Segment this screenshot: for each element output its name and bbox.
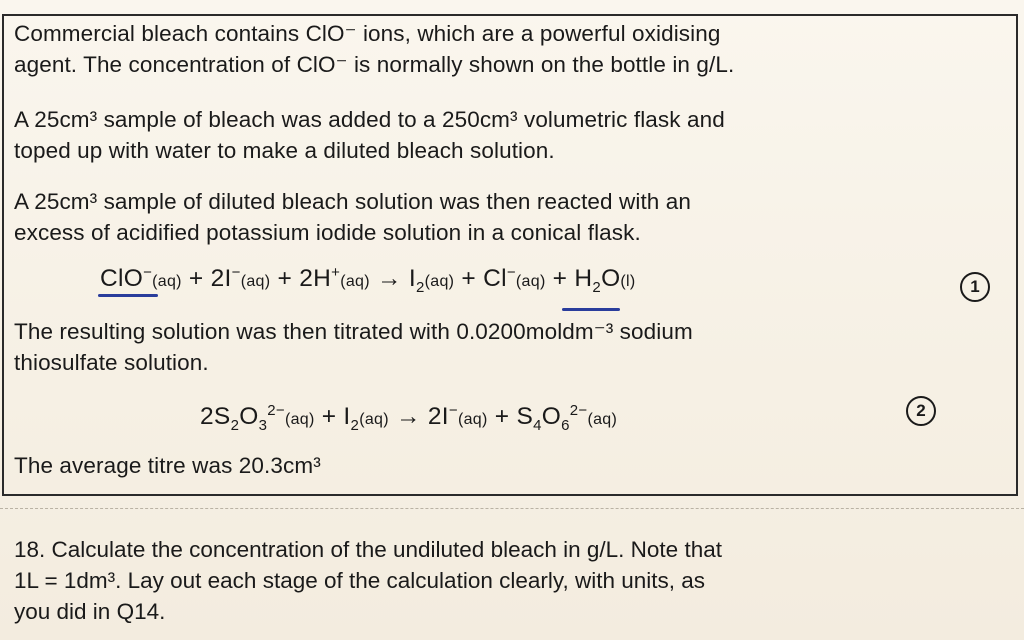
eq1-iodine-subscript: 2 [415,279,425,297]
eq1-iodide: + 2I [181,265,232,293]
eq2-iodine: + I [314,403,351,431]
eq1-hydrogen-charge: + [331,264,341,281]
eq1-chloride: + Cl [454,265,507,293]
eq2-tetrathionate-s-subscript: 4 [533,417,542,435]
question-18 [14,534,722,627]
equation-1 [100,264,636,296]
eq2-arrow: → [388,403,428,431]
eq2-thiosulfate-charge: 2− [267,402,285,419]
intro-line-1: Commercial bleach contains ClO⁻ ions, which are a powerful oxidising [14,21,721,46]
eq2-thiosulfate-oxygen: O [239,403,259,431]
eq1-chloride-state: (aq) [515,273,546,291]
equation-2 [200,402,617,434]
question-line-1: 18. Calculate the concentration of the undiluted bleach in g/L. Note that [14,537,722,562]
reaction-line-1: A 25cm³ sample of diluted bleach solution was then reacted with an [14,189,691,214]
eq1-clo-charge: − [143,264,153,281]
titration-paragraph [14,316,693,378]
eq2-iodine-state: (aq) [359,411,389,429]
question-line-2: 1L = 1dm³. Lay out each stage of the calculation clearly, with units, as [14,568,706,593]
dilution-paragraph [14,104,725,166]
eq1-water-subscript: 2 [592,279,602,297]
intro-paragraph [14,18,734,80]
titration-line-1: The resulting solution was then titrated with 0.0200moldm⁻³ sodium [14,319,693,344]
eq1-iodide-state: (aq) [240,273,271,291]
question-line-3: you did in Q14. [14,599,166,624]
eq2-thiosulfate: 2S [200,403,231,431]
eq2-thiosulfate-o-subscript: 3 [258,417,268,435]
eq1-clo-state: (aq) [152,273,182,291]
dilution-line-2: toped up with water to make a diluted bleach solution. [14,138,555,163]
titration-line-2: thiosulfate solution. [14,350,209,375]
eq2-tetrathionate-o-subscript: 6 [561,417,570,435]
eq1-hydrogen: + 2H [270,265,332,293]
eq2-tetrathionate-charge: 2− [569,402,588,419]
equation-2-marker: 2 [906,396,936,426]
eq2-thiosulfate-s-subscript: 2 [230,417,240,435]
titre-line: The average titre was 20.3cm³ [14,453,321,478]
eq1-iodine-state: (aq) [424,273,455,291]
eq1-hydrogen-state: (aq) [340,273,370,291]
eq2-iodide-charge: − [448,402,458,419]
eq1-iodide-charge: − [231,264,241,281]
eq1-iodine: I [408,265,416,293]
ink-underline-iodine [562,308,620,311]
eq1-chloride-charge: − [506,264,516,281]
eq1-water-state: (l) [620,273,636,291]
eq2-thiosulfate-state: (aq) [284,411,315,429]
eq2-iodine-subscript: 2 [350,417,360,435]
eq1-arrow: → [369,265,409,293]
reaction-paragraph [14,186,691,248]
ink-underline-clo [98,294,158,297]
eq2-iodide: 2I [427,403,449,431]
eq2-tetrathionate: + S [487,403,534,431]
equation-1-marker: 1 [960,272,990,302]
eq2-tetrathionate-state: (aq) [587,411,618,429]
eq2-iodide-state: (aq) [457,411,488,429]
eq1-water-oxygen: O [601,265,621,293]
reaction-line-2: excess of acidified potassium iodide solution in a conical flask. [14,220,641,245]
eq2-tetrathionate-oxygen: O [541,403,562,431]
dilution-line-1: A 25cm³ sample of bleach was added to a 250cm³ volumetric flask and [14,107,725,132]
section-divider [0,508,1024,509]
intro-line-2: agent. The concentration of ClO⁻ is normally shown on the bottle in g/L. [14,52,735,77]
eq1-water: + H [545,265,593,293]
eq1-clo: ClO [100,265,144,293]
